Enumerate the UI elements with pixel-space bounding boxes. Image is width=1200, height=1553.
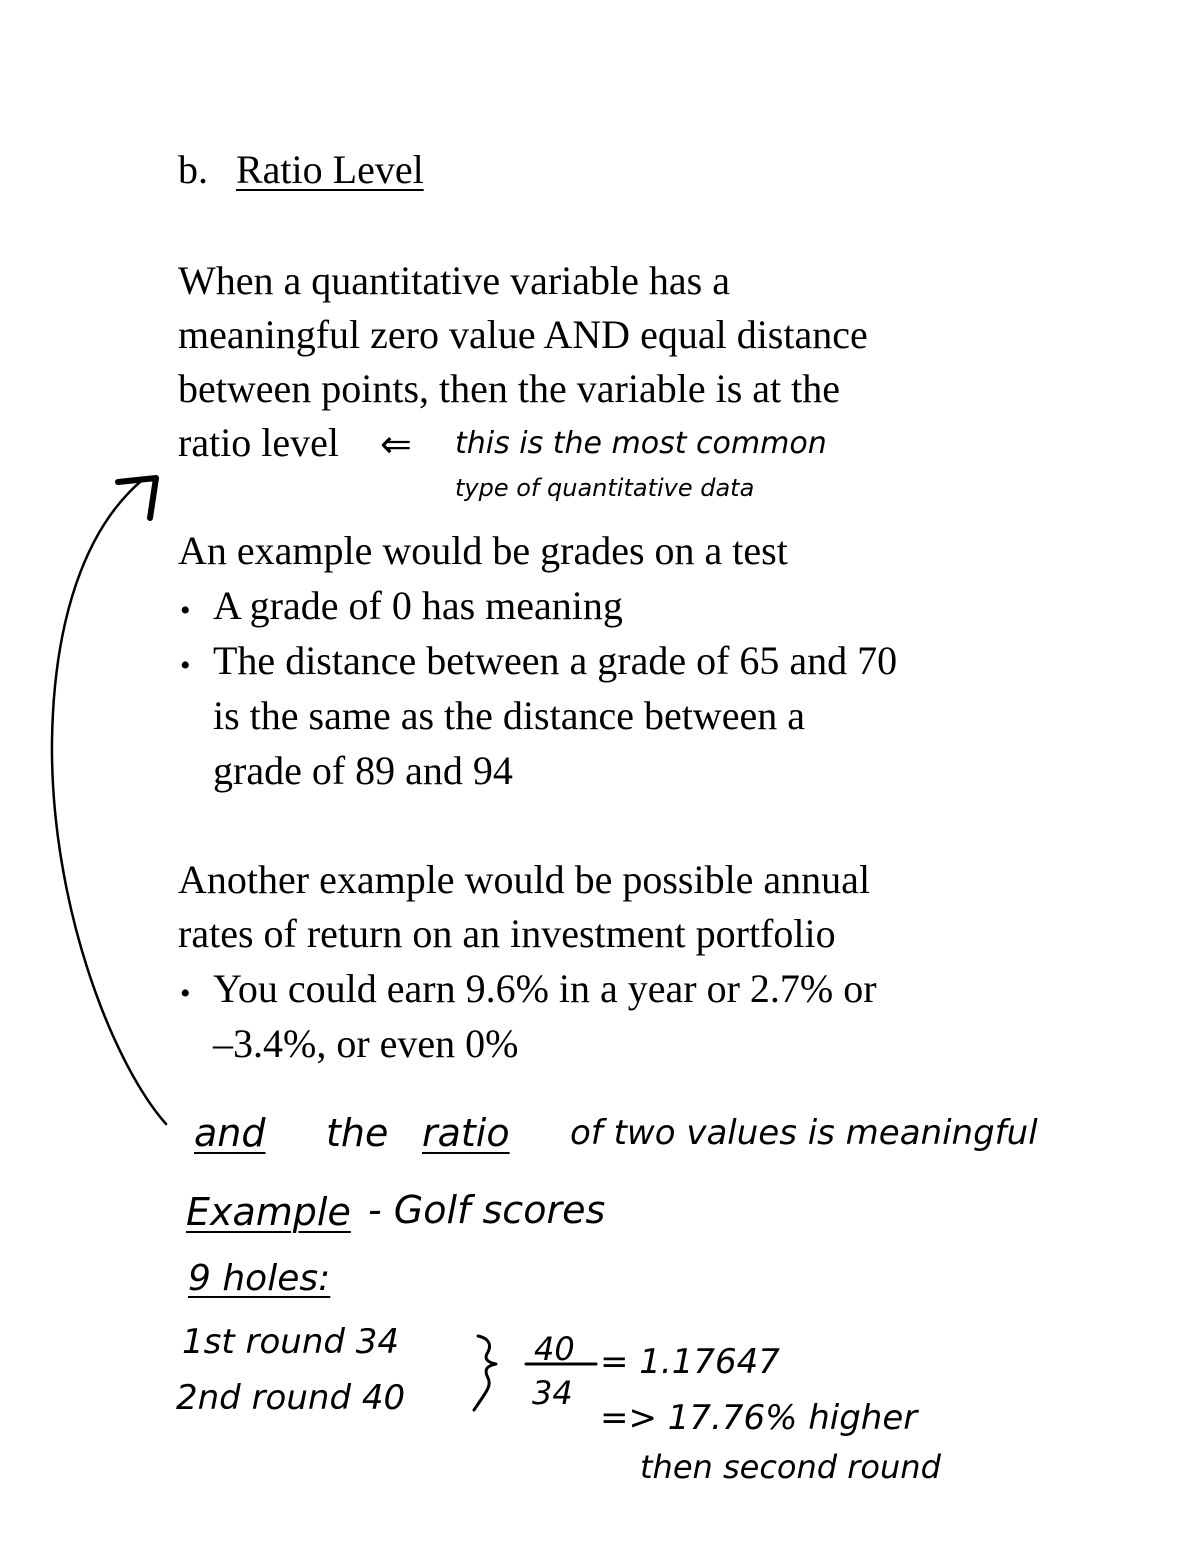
section-title: Ratio Level — [236, 147, 424, 192]
bullet-icon: • — [180, 977, 191, 1010]
holes-label: 9 holes: — [188, 1258, 331, 1299]
definition-line-2: meaningful zero value AND equal distance — [178, 312, 868, 357]
example1-bullet-2: The distance between a grade of 65 and 70 — [213, 638, 898, 683]
curly-brace-icon — [474, 1336, 496, 1410]
example2-intro-line-2: rates of return on an investment portfolio — [178, 911, 836, 956]
example1-intro: An example would be grades on a test — [178, 528, 788, 573]
fraction-denominator: 34 — [532, 1374, 573, 1412]
definition-line-3: between points, then the variable is at the — [178, 366, 841, 411]
round-2: 2nd round 40 — [176, 1378, 406, 1418]
example2-bullet-1: You could earn 9.6% in a year or 2.7% or — [213, 966, 877, 1011]
bullet-icon: • — [180, 594, 191, 627]
note-the: the — [326, 1111, 389, 1155]
example2-bullet-1-cont: –3.4%, or even 0% — [213, 1021, 519, 1066]
annotation-line-1: this is the most common — [455, 426, 827, 461]
definition-line-4: ratio level — [178, 420, 340, 465]
conclusion-line-2: then second round — [640, 1448, 941, 1486]
note-and: and — [194, 1111, 266, 1155]
example1-bullet-2-cont-2: grade of 89 and 94 — [213, 748, 513, 793]
definition-line-1: When a quantitative variable has a — [178, 258, 730, 303]
example1-bullet-1: A grade of 0 has meaning — [213, 583, 623, 628]
conclusion-line-1: => 17.76% higher — [600, 1398, 918, 1438]
note-ratio: ratio — [422, 1111, 510, 1155]
example1-bullet-2-cont-1: is the same as the distance between a — [213, 693, 805, 738]
bullet-icon: • — [180, 649, 191, 682]
example2-intro-line-1: Another example would be possible annual — [178, 857, 871, 902]
annotation-line-2: type of quantitative data — [455, 474, 755, 502]
curved-arrow-icon — [52, 482, 166, 1124]
section-marker: b. — [178, 147, 208, 192]
left-arrow-icon: ⇐ — [380, 422, 412, 466]
fraction-numerator: 40 — [534, 1330, 575, 1368]
example-title: Example — [186, 1190, 351, 1234]
note-ratio-rest: of two values is meaningful — [570, 1113, 1038, 1153]
example-title-rest: - Golf scores — [368, 1188, 606, 1232]
round-1: 1st round 34 — [182, 1322, 400, 1362]
ratio-result: = 1.17647 — [600, 1342, 780, 1382]
